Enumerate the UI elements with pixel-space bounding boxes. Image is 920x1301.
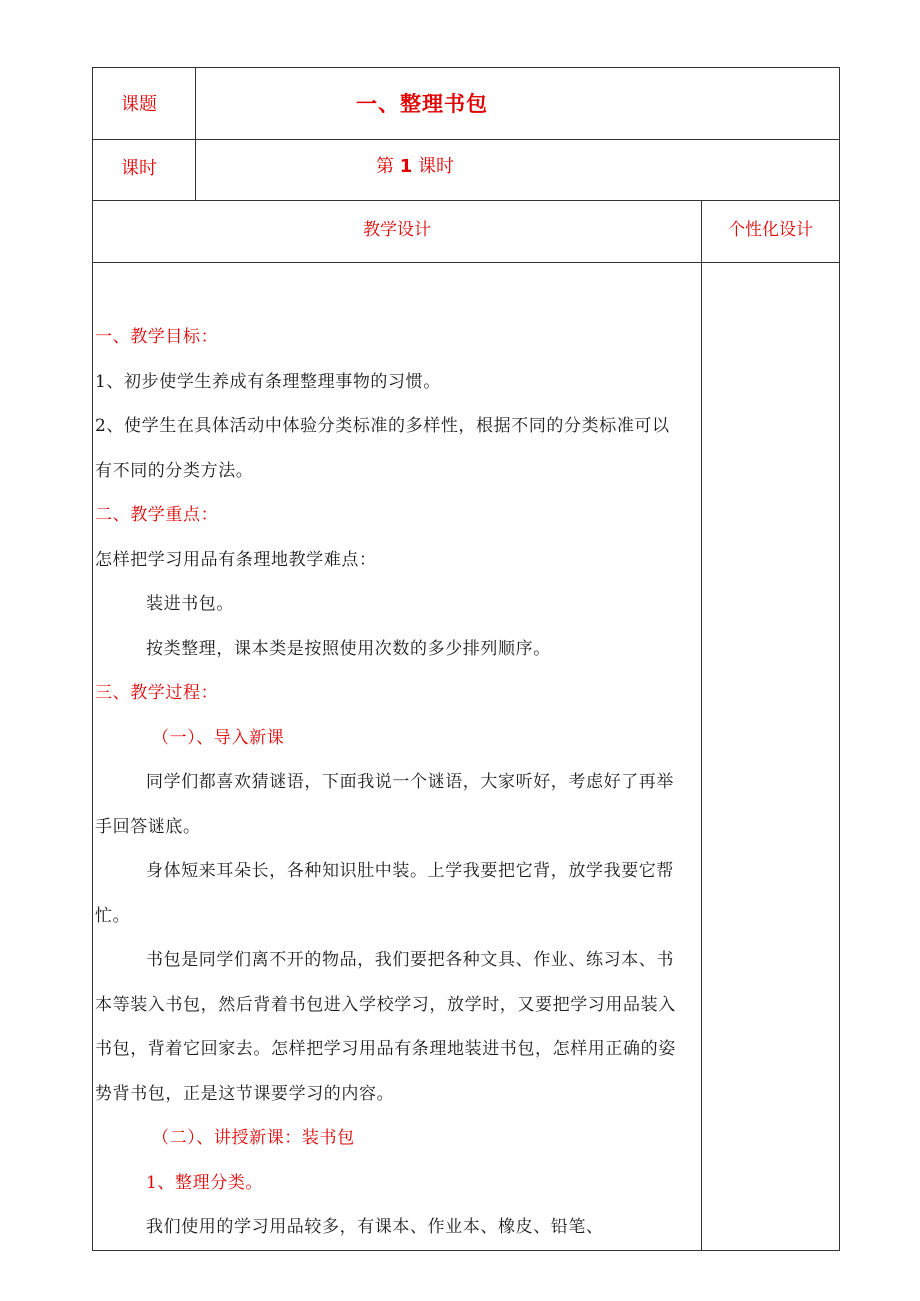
period-number: 1: [399, 156, 413, 177]
step2-heading: （二）、讲授新课：装书包: [152, 1128, 355, 1148]
focus-text: 怎样把学习用品有条理地教学难点：: [95, 549, 377, 570]
topic-label: 课题: [93, 68, 196, 140]
step1-paragraph-3-line-3: 书包，背着它回家去。怎样把学习用品有条理地装进书包，怎样用正确的姿: [95, 1039, 676, 1059]
design-heading: 教学设计: [93, 201, 702, 263]
difficulty-1: 装进书包。: [146, 594, 234, 614]
goal-1: 1、初步使学生养成有条理整理事物的习惯。: [95, 371, 441, 392]
riddle-line-2: 忙。: [95, 905, 131, 926]
step1-heading: （一）、导入新课: [152, 727, 285, 748]
step1-paragraph-1-line-1: 同学们都喜欢猜谜语，下面我说一个谜语，大家听好，考虑好了再举: [146, 772, 674, 792]
period-value: [196, 140, 840, 201]
step1-paragraph-3-line-4: 势背书包，正是这节课要学习的内容。: [95, 1083, 395, 1104]
topic-row: [93, 68, 840, 140]
column-header-row: [93, 201, 840, 263]
step1-paragraph-3-line-2: 本等装入书包，然后背着书包进入学校学习，放学时，又要把学习用品装入: [95, 994, 676, 1015]
lesson-plan-table: [92, 67, 840, 1251]
process-heading: 三、教学过程：: [95, 683, 219, 703]
goal-2-line-2: 有不同的分类方法。: [95, 460, 254, 481]
topic-value: 一、整理书包: [196, 68, 840, 140]
personal-heading: 个性化设计: [702, 201, 840, 263]
content-row: [93, 263, 840, 1251]
difficulty-2: 按类整理，课本类是按照使用次数的多少排列顺序。: [146, 638, 551, 659]
step2-text: 我们使用的学习用品较多，有课本、作业本、橡皮、铅笔、: [146, 1217, 604, 1237]
step1-paragraph-1-line-2: 手回答谜底。: [95, 816, 201, 837]
step2-subheading-1: 1、整理分类。: [146, 1172, 264, 1193]
period-row: [93, 140, 840, 201]
riddle-line-1: 身体短来耳朵长，各种知识肚中装。上学我要把它背，放学我要它帮: [146, 861, 674, 881]
personalized-design-cell: [702, 263, 840, 1251]
period-label: 课时: [93, 140, 196, 201]
teaching-design-cell: [93, 263, 702, 1251]
goals-heading: 一、教学目标：: [95, 327, 219, 347]
focus-heading: 二、教学重点：: [95, 505, 219, 525]
step1-paragraph-3-line-1: 书包是同学们离不开的物品，我们要把各种文具、作业、练习本、书: [146, 950, 674, 970]
period-prefix: 第: [376, 156, 394, 177]
period-suffix: 课时: [418, 156, 454, 177]
teaching-content: [93, 263, 701, 1250]
goal-2-line-1: 2、使学生在具体活动中体验分类标准的多样性，根据不同的分类标准可以: [95, 416, 670, 436]
